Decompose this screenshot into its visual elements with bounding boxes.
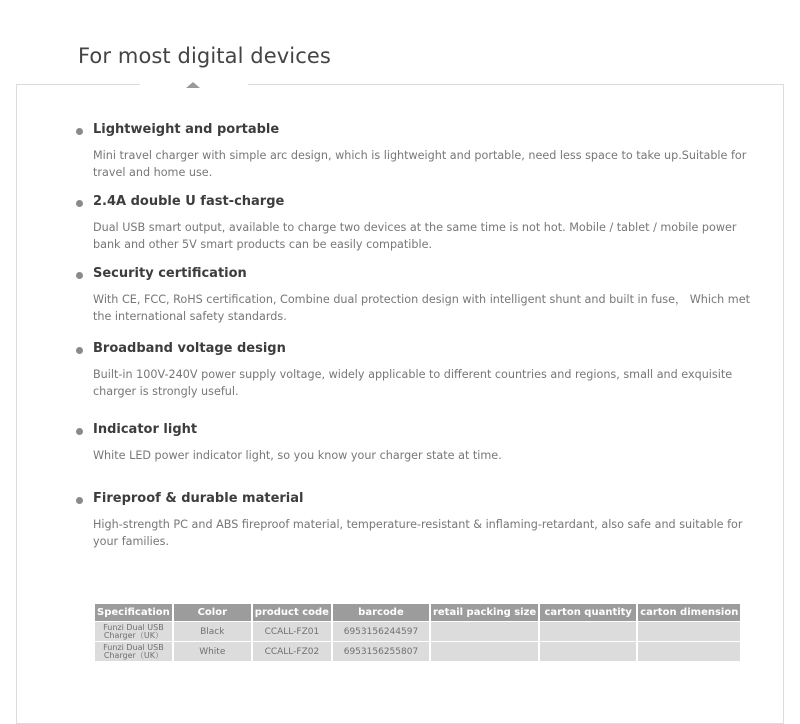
bullet-icon bbox=[76, 347, 83, 354]
caret-up-icon bbox=[186, 82, 200, 88]
cell-product-code: CCALL-FZ01 bbox=[253, 622, 331, 641]
cell-carton-dimension bbox=[638, 622, 740, 641]
cell-carton-quantity bbox=[540, 622, 636, 641]
feature-description: White LED power indicator light, so you know your charger state at time. bbox=[93, 449, 502, 462]
feature-title: 2.4A double U fast-charge bbox=[93, 194, 285, 209]
feature-description: Mini travel charger with simple arc design, which is lightweight and portable, need less space to take up.Suitable for travel and home use. bbox=[93, 149, 747, 179]
feature-title: Lightweight and portable bbox=[93, 122, 280, 137]
feature-title: Broadband voltage design bbox=[93, 341, 286, 356]
table-header-row bbox=[95, 604, 740, 621]
bullet-icon bbox=[76, 497, 83, 504]
feature-title: Indicator light bbox=[93, 422, 198, 437]
header-carton-quantity: carton quantity bbox=[540, 604, 636, 621]
bullet-icon bbox=[76, 200, 83, 207]
cell-specification: Funzi Dual USB Charger（UK） bbox=[95, 622, 172, 641]
header-specification: Specification bbox=[95, 604, 172, 621]
cell-carton-quantity bbox=[540, 642, 636, 661]
table-row bbox=[95, 642, 740, 661]
feature-description: High-strength PC and ABS fireproof material, temperature-resistant & inflaming-retardant, also safe and suitable for your families. bbox=[93, 518, 743, 548]
cell-color: Black bbox=[174, 622, 251, 641]
feature-description: Dual USB smart output, available to charge two devices at the same time is not hot. Mobile / tablet / mobile power bank and other 5V smart products can be easily compatible. bbox=[93, 221, 737, 251]
header-carton-dimension: carton dimension bbox=[638, 604, 740, 621]
cell-color: White bbox=[174, 642, 251, 661]
bullet-icon bbox=[76, 428, 83, 435]
cell-specification: Funzi Dual USB Charger（UK） bbox=[95, 642, 172, 661]
header-retail-packing-size: retail packing size bbox=[431, 604, 538, 621]
feature-title: Fireproof & durable material bbox=[93, 491, 304, 506]
bullet-icon bbox=[76, 128, 83, 135]
cell-carton-dimension bbox=[638, 642, 740, 661]
section-title: For most digital devices bbox=[78, 44, 331, 68]
feature-description: With CE, FCC, RoHS certification, Combine dual protection design with intelligent shunt and built in fuse， Which met the international safety standards. bbox=[93, 293, 750, 323]
header-color: Color bbox=[174, 604, 251, 621]
table-row bbox=[95, 622, 740, 641]
feature-title: Security certification bbox=[93, 266, 247, 281]
bullet-icon bbox=[76, 272, 83, 279]
cell-barcode: 6953156244597 bbox=[333, 622, 429, 641]
header-barcode: barcode bbox=[333, 604, 429, 621]
cell-barcode: 6953156255807 bbox=[333, 642, 429, 661]
cell-retail-packing-size bbox=[431, 642, 538, 661]
cell-product-code: CCALL-FZ02 bbox=[253, 642, 331, 661]
header-product-code: product code bbox=[253, 604, 331, 621]
feature-description: Built-in 100V-240V power supply voltage, widely applicable to different countries and regions, small and exquisite charger is strongly useful. bbox=[93, 368, 733, 398]
cell-retail-packing-size bbox=[431, 622, 538, 641]
spec-table bbox=[93, 603, 742, 662]
